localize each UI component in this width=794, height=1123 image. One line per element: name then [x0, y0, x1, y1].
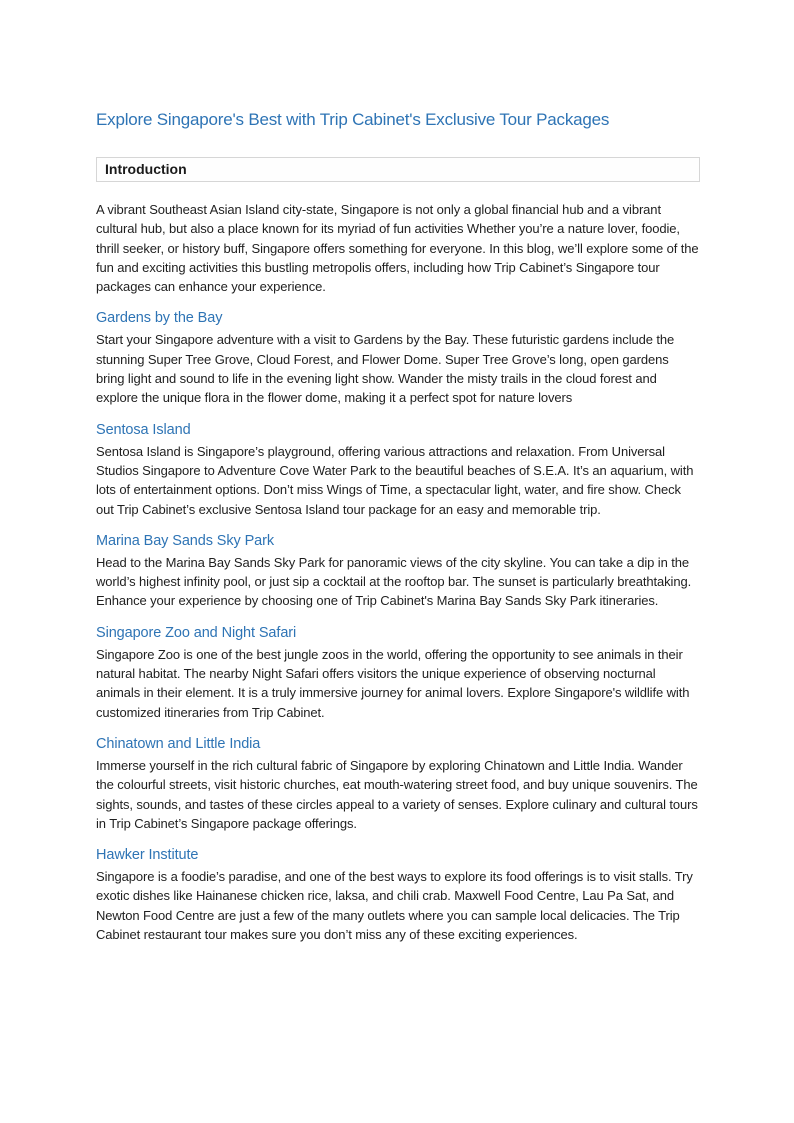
- introduction-paragraph: A vibrant Southeast Asian Island city-state, Singapore is not only a global financial hub and a vibrant cultural hub, but also a place known for its myriad of fun activities Whether you’re a nature lover, foodie, thrill seeker, or history buff, Singapore offers something for everyone. In this blog, we’ll explore some of the fun and exciting activities this bustling metropolis offers, including how Trip Cabinet’s Singapore tour packages can enhance your experience.: [96, 202, 699, 295]
- section-paragraph-marina-bay-sands-sky-park: Head to the Marina Bay Sands Sky Park for panoramic views of the city skyline. You can take a dip in the world’s highest infinity pool, or just sip a cocktail at the rooftop bar. The sunset is particularly breathtaking. Enhance your experience by choosing one of Trip Cabinet's Marina Bay Sands Sky Park itineraries.: [96, 554, 692, 609]
- section-heading-chinatown-and-little-india: Chinatown and Little India: [96, 735, 261, 752]
- introduction-heading-box: [96, 157, 700, 182]
- section-chinatown-and-little-india: [96, 736, 700, 833]
- section-paragraph-hawker-institute: Singapore is a foodie’s paradise, and one of the best ways to explore its food offerings is to visit stalls. Try exotic dishes like Hainanese chicken rice, laksa, and chili crab. Maxwell Food Centre, Lau Pa Sat, and Newton Food Centre are just a few of the many outlets where you can sample local delicacies. The Trip Cabinet restaurant tour makes sure you don’t miss any of these exciting experiences.: [96, 869, 693, 943]
- section-heading-hawker-institute: Hawker Institute: [96, 847, 199, 864]
- section-paragraph-gardens-by-the-bay: Start your Singapore adventure with a visit to Gardens by the Bay. These futuristic gardens include the stunning Super Tree Grove, Cloud Forest, and Flower Dome. Super Tree Grove’s long, open gardens bring light and sound to life in the evening light show. Wander the misty trails in the cloud forest and explore the unique flora in the flower dome, making it a perfect spot for nature lovers: [96, 332, 675, 406]
- section-paragraph-sentosa-island: Sentosa Island is Singapore’s playground, offering various attractions and relaxation. From Universal Studios Singapore to Adventure Cove Water Park to the beautiful beaches of S.E.A. It’s an aquarium, with lots of entertainment options. Don’t miss Wings of Time, a spectacular light, water, and fire show. Check out Trip Cabinet’s exclusive Sentosa Island tour package for an easy and memorable trip.: [96, 443, 694, 517]
- document-title: Explore Singapore's Best with Trip Cabinet's Exclusive Tour Packages: [96, 110, 610, 129]
- section-marina-bay-sands-sky-park: [96, 533, 700, 611]
- introduction-heading: Introduction: [105, 161, 187, 177]
- section-singapore-zoo-and-night-safari: [96, 625, 700, 722]
- section-paragraph-chinatown-and-little-india: Immerse yourself in the rich cultural fabric of Singapore by exploring Chinatown and Little India. Wander the colourful streets, visit historic churches, eat mouth-watering street food, and buy unique souvenirs. The sights, sounds, and tastes of these circles appeal to a variety of senses. Explore culinary and cultural tours in Trip Cabinet’s Singapore package offerings.: [96, 757, 698, 831]
- section-heading-gardens-by-the-bay: Gardens by the Bay: [96, 310, 223, 327]
- section-heading-marina-bay-sands-sky-park: Marina Bay Sands Sky Park: [96, 532, 275, 549]
- section-paragraph-singapore-zoo-and-night-safari: Singapore Zoo is one of the best jungle zoos in the world, offering the opportunity to see animals in their natural habitat. The nearby Night Safari offers visitors the unique experience of observing nocturnal animals in their element. It is a truly immersive journey for animal lovers. Explore Singapore's wildlife with customized itineraries from Trip Cabinet.: [96, 646, 690, 720]
- section-gardens-by-the-bay: [96, 310, 700, 407]
- section-heading-singapore-zoo-and-night-safari: Singapore Zoo and Night Safari: [96, 624, 297, 641]
- section-heading-sentosa-island: Sentosa Island: [96, 421, 191, 438]
- section-sentosa-island: [96, 422, 700, 519]
- section-hawker-institute: [96, 847, 700, 944]
